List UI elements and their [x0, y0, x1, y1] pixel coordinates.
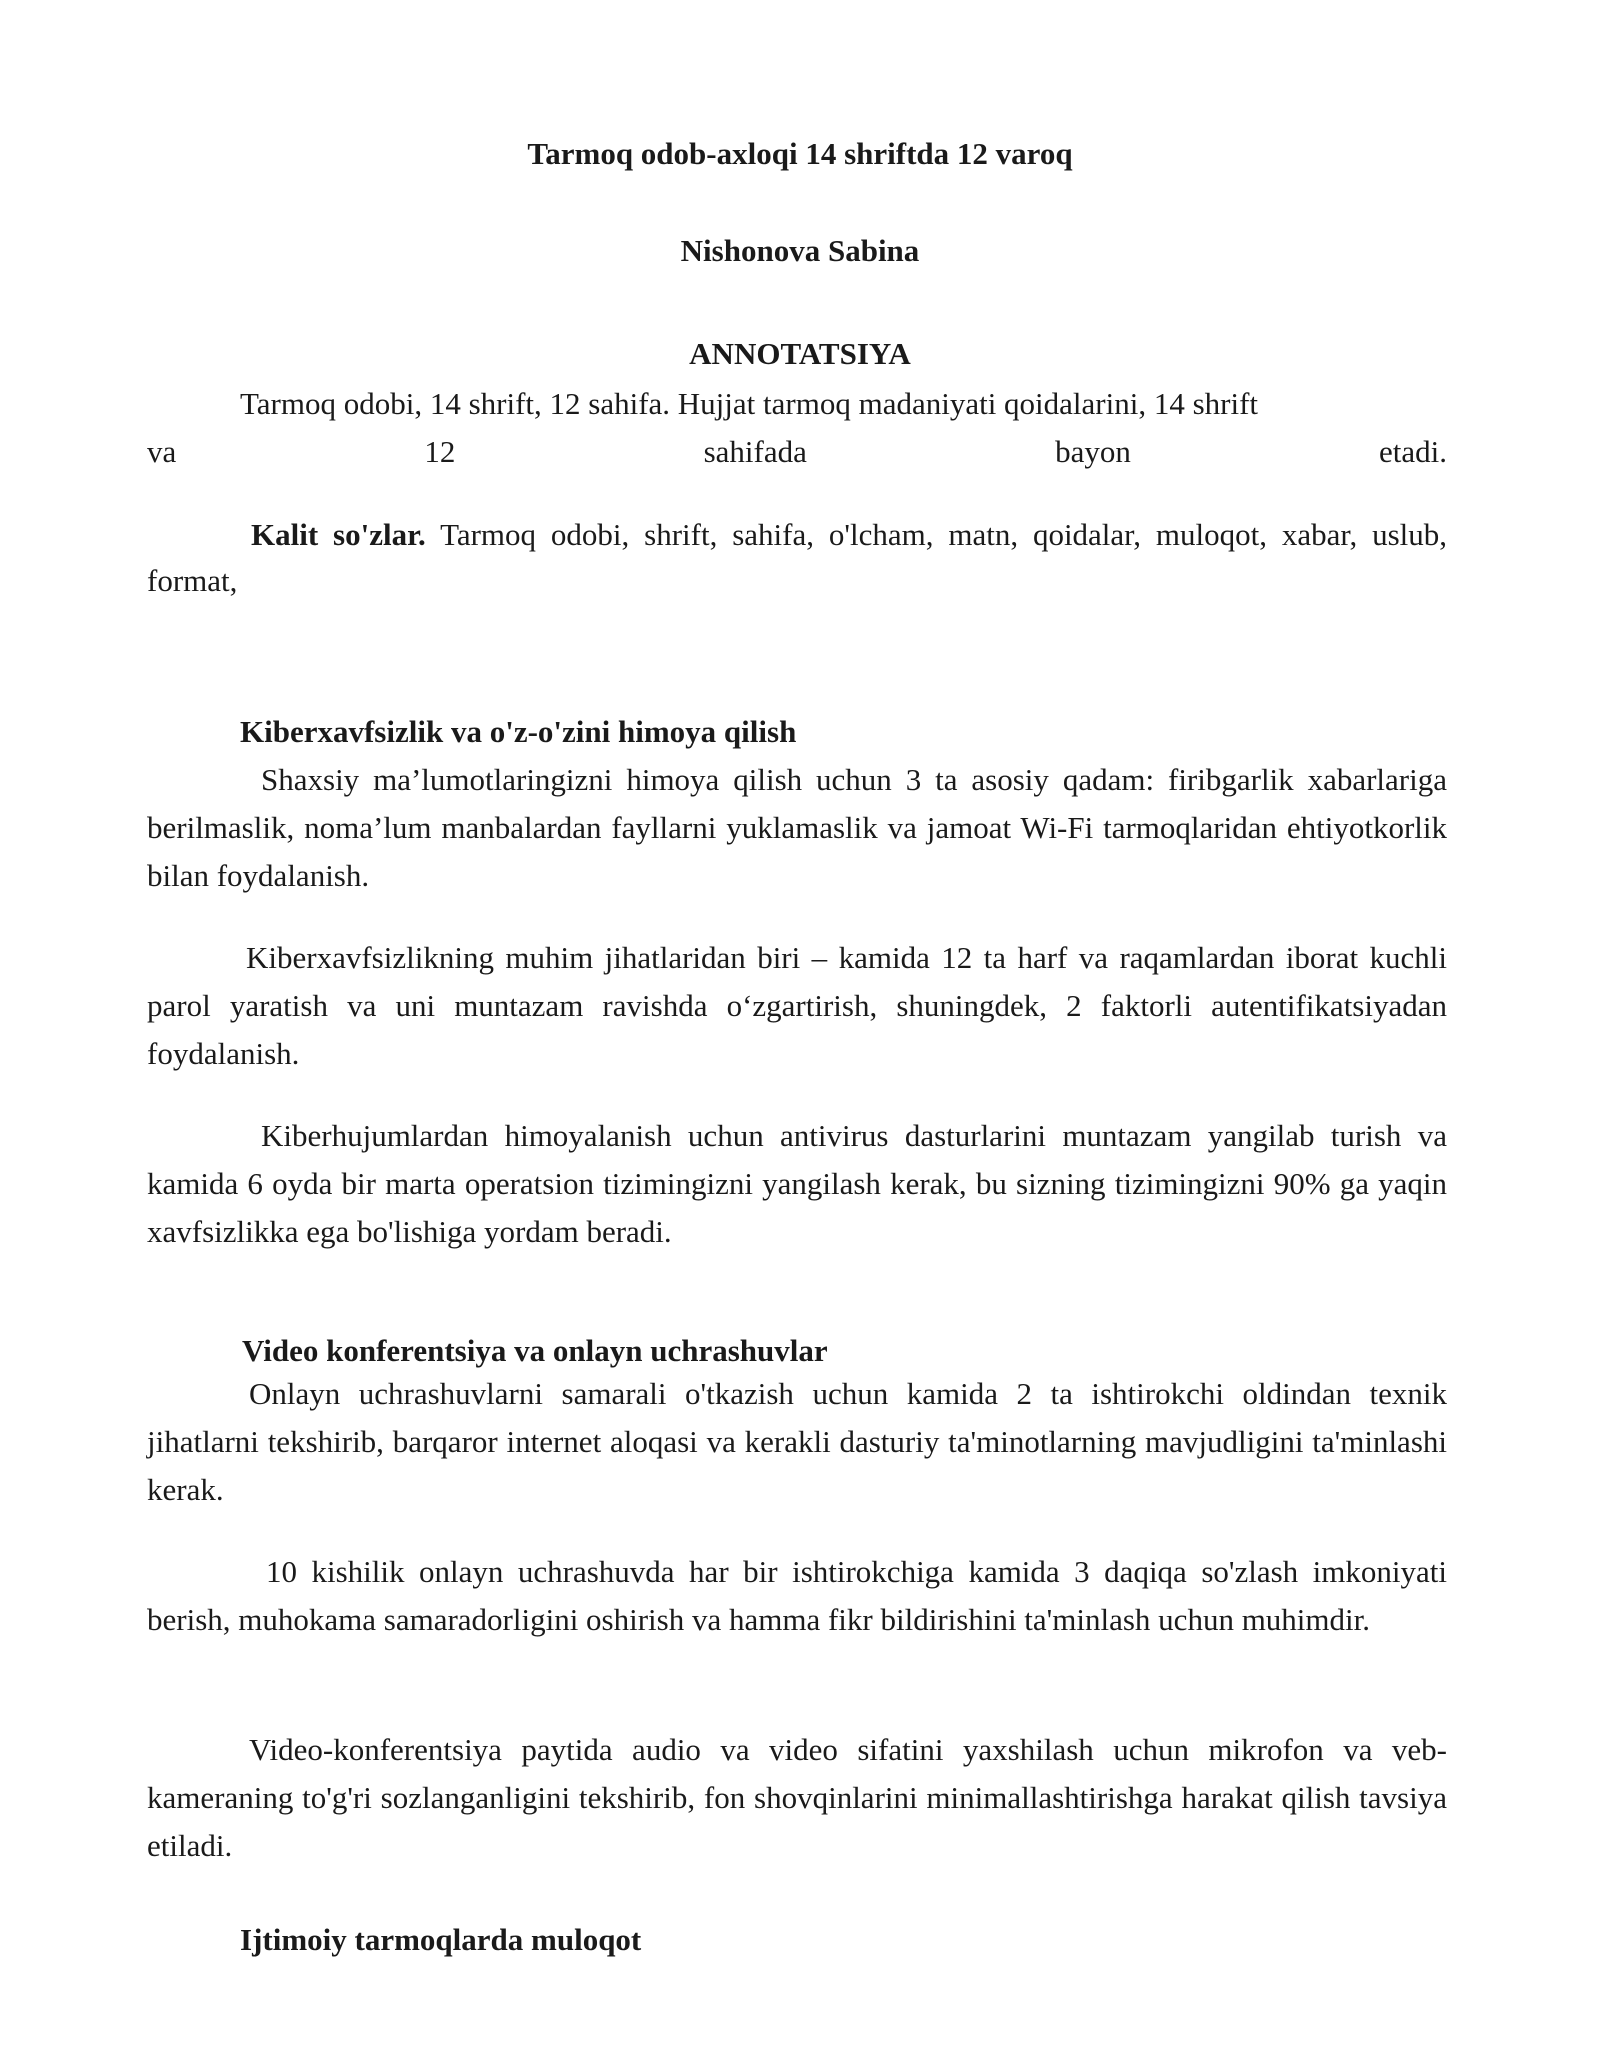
- document-title: Tarmoq odob-axloqi 14 shriftda 12 varoq: [527, 136, 1073, 171]
- section-paragraph: Kiberhujumlardan himoyalanish uchun antivirus dasturlarini muntazam yangilab turish va kamida 6 oyda bir marta operatsion tizimingizni yangilash kerak, bu sizning tizimingizni 90% ga yaqin xavfsizlikka ega bo'lishiga yordam beradi.: [147, 1118, 1447, 1249]
- section-paragraph: 10 kishilik onlayn uchrashuvda har bir ishtirokchiga kamida 3 daqiqa so'zlash imkoniyati berish, muhokama samaradorligini oshirish va hamma fikr bildirishini ta'minlash uchun muhimdir.: [147, 1554, 1447, 1637]
- keywords-text: Tarmoq odobi, shrift, sahifa, o'lcham, matn, qoidalar, muloqot, xabar, uslub, format,: [147, 517, 1448, 598]
- annotation-line-1: Tarmoq odobi, 14 shrift, 12 sahifa. Hujjat tarmoq madaniyati qoidalarini, 14 shrift: [240, 386, 1259, 421]
- section-heading: Ijtimoiy tarmoqlarda muloqot: [240, 1922, 642, 1957]
- section-heading: Video konferentsiya va onlayn uchrashuvlar: [242, 1333, 828, 1368]
- section-paragraph: Shaxsiy ma’lumotlaringizni himoya qilish uchun 3 ta asosiy qadam: firibgarlik xabarlariga berilmaslik, noma’lum manbalardan fayllarni yuklamaslik va jamoat Wi-Fi tarmoqlaridan ehtiyotkorlik bilan foydalanish.: [147, 762, 1447, 893]
- keywords-paragraph: [147, 512, 1447, 604]
- section-paragraph: Onlayn uchrashuvlarni samarali o'tkazish uchun kamida 2 ta ishtirokchi oldindan texnik jihatlarni tekshirib, barqaror internet aloqasi va kerakli dasturiy ta'minotlarning mavjudligini ta'minlashi kerak.: [147, 1376, 1447, 1507]
- section-heading: Kiberxavfsizlik va o'z-o'zini himoya qilish: [240, 714, 797, 749]
- annotation-line-2: va 12 sahifada bayon etadi.: [147, 434, 1447, 469]
- section-paragraph: Video-konferentsiya paytida audio va video sifatini yaxshilash uchun mikrofon va veb-kameraning to'g'ri sozlanganligini tekshirib, fon shovqinlarini minimallashtirishga harakat qilish tavsiya etiladi.: [147, 1732, 1447, 1863]
- keywords-label: Kalit so'zlar.: [251, 517, 426, 552]
- section-paragraph: Kiberxavfsizlikning muhim jihatlaridan biri – kamida 12 ta harf va raqamlardan iborat kuchli parol yaratish va uni muntazam ravishda o‘zgartirish, shuningdek, 2 faktorli autentifikatsiyadan foydalanish.: [147, 940, 1447, 1071]
- annotation-heading: ANNOTATSIYA: [689, 336, 911, 371]
- author-name: Nishonova Sabina: [680, 233, 920, 268]
